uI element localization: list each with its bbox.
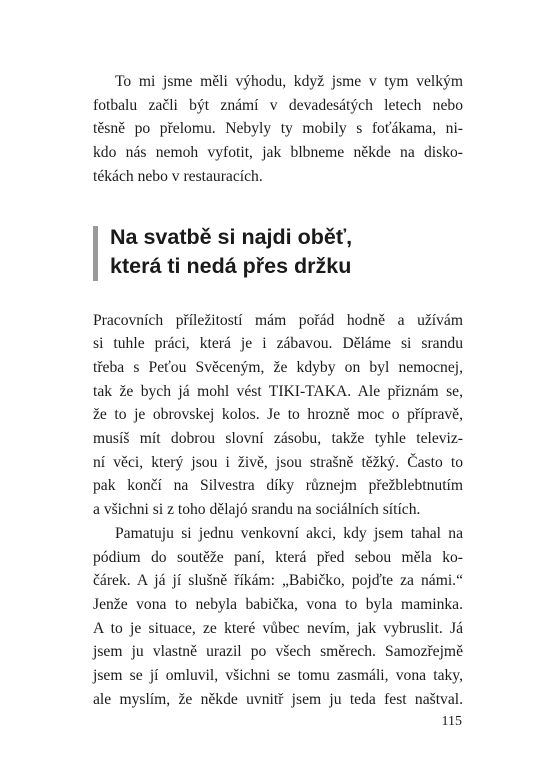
text-line: Jenže vona to nebyla babička, vona to byla maminka. xyxy=(93,595,463,613)
text-line: ale myslím, že někde uvnitř jsem ju teda fest naštval. xyxy=(93,690,463,708)
text-line: a všichni si z toho dělajó srandu na sociálních sítích. xyxy=(93,501,421,519)
text-line: tak že bych já mohl vést TIKI-TAKA. Ale přiznám se, xyxy=(93,382,463,400)
text-line: tékách nebo v restauracích. xyxy=(93,167,263,185)
page-number: 115 xyxy=(441,714,462,729)
page-content xyxy=(93,70,463,711)
text-line: musíš mít dobrou slovní zásobu, takže tyhle televiz- xyxy=(93,430,463,448)
heading-title xyxy=(110,223,463,281)
text-line: čárek. A já jí slušně říkám: „Babičko, pojďte za námi.“ xyxy=(93,572,463,590)
heading-accent-bar xyxy=(93,226,98,281)
text-line: ní věci, který jsou i živě, jsou strašně těžký. Často to xyxy=(93,453,463,471)
heading-line: která ti nedá přes držku xyxy=(110,253,352,278)
text-line: Pamatuju si jednu venkovní akci, kdy jsem tahal na xyxy=(115,524,463,542)
text-line: že to je obrovskej kolos. Je to hrozně moc o přípravě, xyxy=(93,406,463,424)
text-line: To mi jsme měli výhodu, když jsme v tym velkým xyxy=(115,73,463,90)
text-line: jsem se jí omluvil, všichni se tomu zasmáli, vona taky, xyxy=(93,667,463,685)
text-line: kdo nás nemoh vyfotit, jak blbneme někde na disko- xyxy=(93,144,463,162)
text-line: A to je situace, ze které vůbec nevím, jak vybruslit. Já xyxy=(93,619,463,637)
text-line: fotbalu začli být známí v devadesátých letech nebo xyxy=(93,96,463,114)
text-line: Pracovních příležitostí mám pořád hodně a užívám xyxy=(93,311,463,329)
text-line: třeba s Peťou Svěceným, že kdyby on byl nemocnej, xyxy=(93,358,463,376)
text-line: pódium do soutěže paní, která před sebou měla ko- xyxy=(93,548,463,566)
paragraph-intro xyxy=(93,70,463,189)
paragraph-work xyxy=(93,309,463,522)
paragraph-story xyxy=(93,522,463,712)
text-line: těsně po přelomu. Nebyly ty mobily s foťákama, ni- xyxy=(93,120,463,138)
text-line: pak končí na Silvestra díky různejm přežblebtnutím xyxy=(93,477,463,495)
heading-line: Na svatbě si najdi oběť, xyxy=(110,224,353,249)
text-line: si tuhle práci, která je i zábavou. Děláme si srandu xyxy=(93,335,463,353)
section-heading xyxy=(93,223,463,281)
text-line: jsem ju vlastně urazil po všech směrech. Samozřejmě xyxy=(93,643,463,661)
